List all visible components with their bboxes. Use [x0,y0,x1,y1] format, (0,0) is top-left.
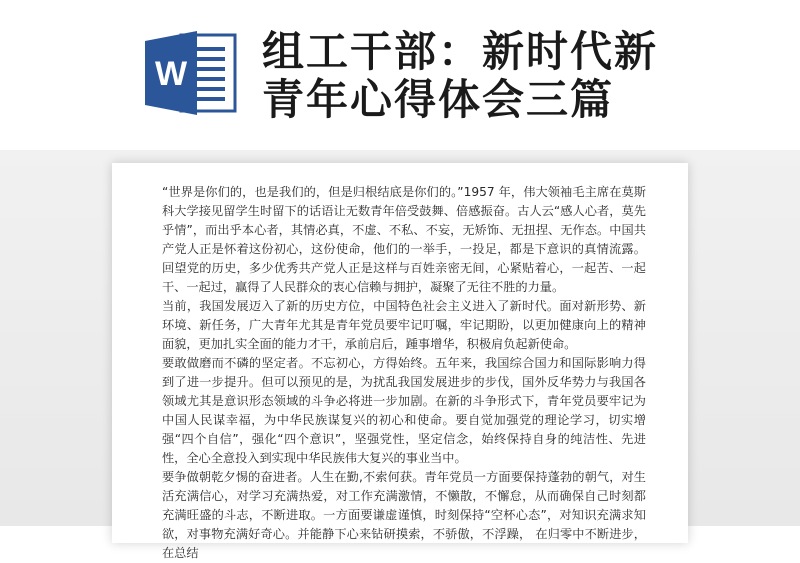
header [0,0,800,160]
page-title [262,28,782,124]
paragraph: “世界是你们的，也是我们的，但是归根结底是你们的。”1957 年，伟大领袖毛主席在莫斯科大学接见留学生时留下的话语让无数青年倍受鼓舞、倍感振奋。古人云“感人心者，莫先乎情”，而出乎本心者，其情必真，不虚、不私、不妄，无矫饰、无扭捏、无作态。中国共产党人正是怀着这份初心，这份使命，他们的一举手，一投足，都是下意识的真情流露。回望党的历史，多少优秀共产党人正是这样与百姓亲密无间，心紧贴着心，一起苦、一起干、一起过，赢得了人民群众的衷心信赖与拥护，凝聚了无往不胜的力量。 [162,185,646,294]
paragraph: 当前，我国发展迈入了新的历史方位，中国特色社会主义进入了新时代。面对新形势、新环境、新任务，广大青年尤其是青年党员要牢记叮嘱，牢记期盼，以更加健康向上的精神面貌，更加扎实全面的能力才干，承前启后，踵事增华，积极肩负起新使命。 [162,299,646,351]
title-line-1: 组工干部：新时代新 [262,27,659,76]
paragraph: 要争做朝乾夕惕的奋进者。人生在勤,不索何获。青年党员一方面要保持蓬勃的朝气，对生活充满信心，对学习充满热爱，对工作充满激情，不懒散，不懈怠，从而确保自己时刻都充满旺盛的斗志，不断进取。一方面要谦虚谨慎，时刻保持“空杯心态”，对知识充满求知欲，对事物充满好奇心。并能静下心来钻研摸索，不骄傲，不浮躁， 在归零中不断进步，在总结 [162,470,646,560]
word-icon-letter: W [154,55,188,93]
title-line-2: 青年心得体会三篇 [262,75,615,124]
word-document-icon [143,31,237,115]
paragraph: 要敢做磨而不磷的坚定者。不忘初心，方得始终。五年来，我国综合国力和国际影响力得到了进一步提升。但可以预见的是，为扰乱我国发展进步的步伐，国外反华势力与我国各领域尤其是意识形态领域的斗争必将进一步加剧。在新的斗争形式下，青年党员要牢记为中国人民谋幸福，为中华民族谋复兴的初心和使命。要自觉加强党的理论学习，切实增强“四个自信”，强化“四个意识”，坚强党性，坚定信念，始终保持自身的纯洁性、先进性，全心全意投入到实现中华民族伟大复兴的事业当中。 [162,356,646,465]
document-page [112,163,688,560]
document-body [162,183,646,563]
